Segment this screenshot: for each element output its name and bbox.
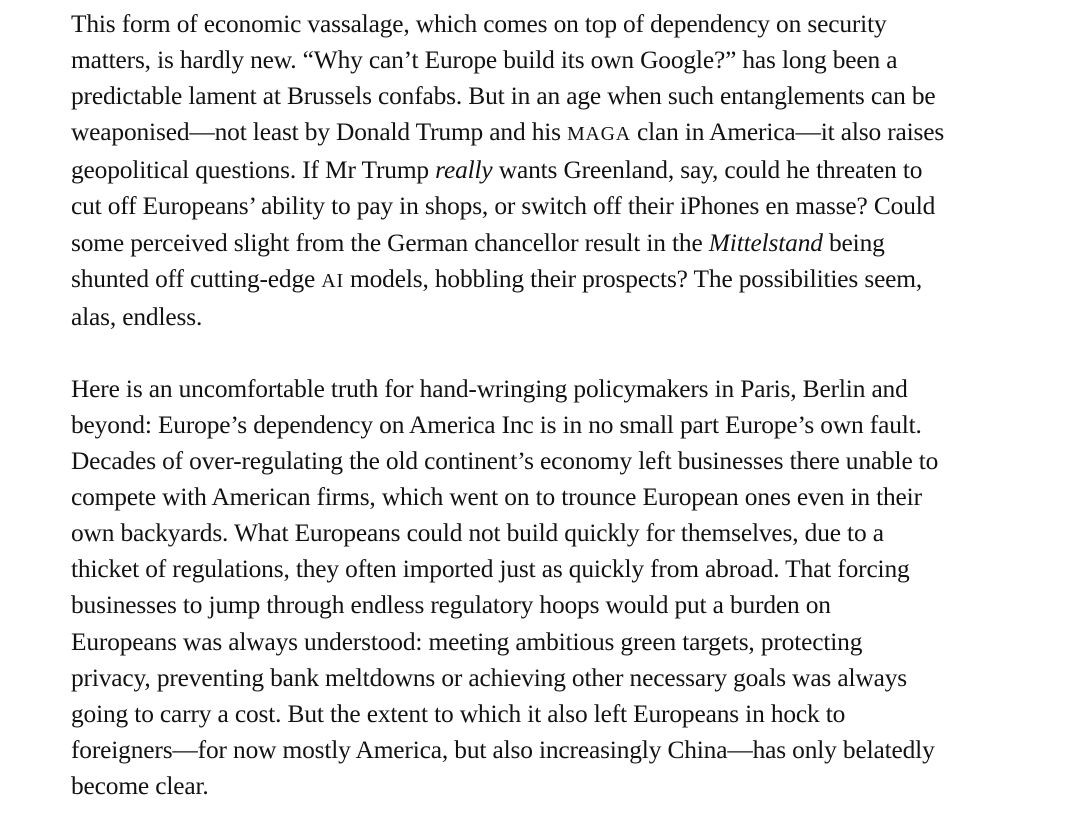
text-segment: wants Greenland, say, could he threaten to — [492, 156, 923, 185]
italic-emphasis: Mittelstand — [708, 228, 823, 257]
text-line — [71, 114, 1031, 152]
text-line: matters, is hardly new. “Why can’t Europe build its own Google?” has long been a — [71, 46, 898, 75]
text-segment: clan in America—it also raises — [630, 118, 945, 147]
paragraph-uncomfortable-truth — [71, 371, 1031, 804]
text-line: thicket of regulations, they often imported just as quickly from abroad. That forcing — [71, 555, 910, 584]
text-segment: weaponised—not least by Donald Trump and his — [71, 118, 568, 147]
text-line: Europeans was always understood: meeting ambitious green targets, protecting — [71, 627, 863, 656]
text-line: privacy, preventing bank meltdowns or achieving other necessary goals was always — [71, 663, 907, 692]
text-segment: shunted off cutting-edge — [71, 264, 322, 293]
paragraph-vassalage — [71, 6, 1031, 335]
text-line: own backyards. What Europeans could not build quickly for themselves, due to a — [71, 519, 884, 548]
text-line: beyond: Europe’s dependency on America Inc is in no small part Europe’s own fault. — [71, 410, 922, 439]
text-segment: geopolitical questions. If Mr Trump — [71, 156, 436, 185]
small-caps-acronym: MAGA — [567, 123, 631, 146]
text-line: foreigners—for now mostly America, but also increasingly China—has only belatedly — [71, 735, 935, 764]
text-line: This form of economic vassalage, which comes on top of dependency on security — [71, 10, 887, 38]
text-line — [71, 152, 1031, 188]
text-line: become clear. — [71, 771, 209, 800]
text-segment: being — [822, 228, 885, 257]
text-line — [71, 225, 1031, 261]
text-segment: models, hobbling their prospects? The possibilities seem, — [343, 264, 923, 293]
text-line: compete with American firms, which went on to trounce European ones even in their — [71, 483, 922, 512]
text-line: Decades of over-regulating the old continent’s economy left businesses there unable to — [71, 447, 939, 476]
text-line — [71, 261, 1031, 299]
text-line: Here is an uncomfortable truth for hand-wringing policymakers in Paris, Berlin and — [71, 374, 908, 403]
text-segment: some perceived slight from the German chancellor result in the — [71, 228, 709, 257]
small-caps-acronym: AI — [321, 269, 344, 292]
article-body — [71, 6, 1031, 804]
text-line: predictable lament at Brussels confabs. But in an age when such entanglements can be — [71, 82, 936, 111]
text-line: going to carry a cost. But the extent to which it also left Europeans in hock to — [71, 699, 846, 728]
text-line: cut off Europeans’ ability to pay in shops, or switch off their iPhones en masse? Could — [71, 192, 936, 221]
text-line: alas, endless. — [71, 302, 203, 331]
text-line: businesses to jump through endless regulatory hoops would put a burden on — [71, 591, 831, 620]
italic-emphasis: really — [435, 156, 493, 185]
